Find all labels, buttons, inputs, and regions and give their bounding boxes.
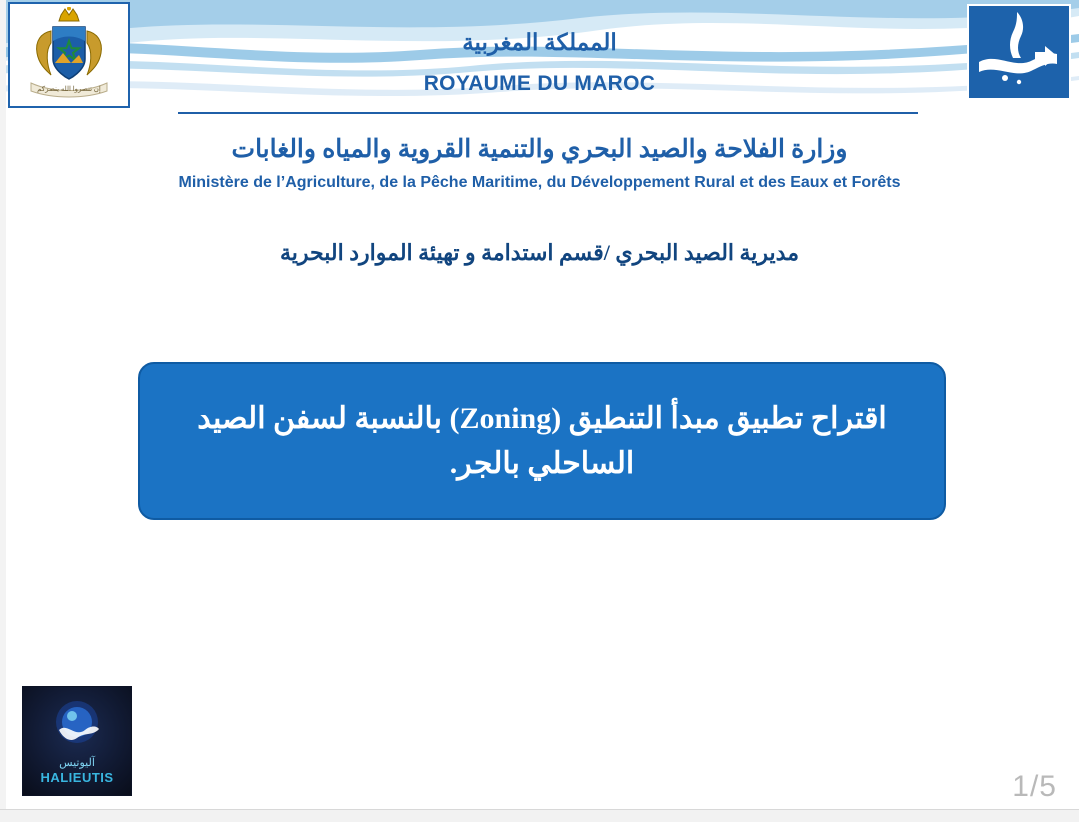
ministry-title-arabic: وزارة الفلاحة والصيد البحري والتنمية القروية والمياه والغابات [231,136,848,163]
direction-subtitle-arabic: مديرية الصيد البحري /قسم استدامة و تهيئة الموارد البحرية [279,240,800,265]
page-number: 1/5 [1012,770,1057,803]
kingdom-title-arabic: المملكة المغربية [462,30,617,55]
bottom-strip [0,809,1079,822]
slide-title-box [138,362,946,520]
halieutis-label-latin: HALIEUTIS [40,769,114,785]
header-divider [178,112,918,114]
left-edge-strip [0,0,6,822]
halieutis-label-arabic: آليوتيس [59,756,95,769]
halieutis-logo-icon [22,686,132,796]
slide-title-text: اقتراح تطبيق مبدأ التنطيق (Zoning) بالنسبة لسفن الصيد الساحلي بالجر. [197,402,887,480]
ministry-title-french: Ministère de l’Agriculture, de la Pêche Maritime, du Développement Rural et des Eaux et Forêts [178,174,901,191]
kingdom-title-french: ROYAUME DU MAROC [423,72,656,95]
svg-text:إن تنصروا الله ينصركم: إن تنصروا الله ينصركم [37,85,101,93]
